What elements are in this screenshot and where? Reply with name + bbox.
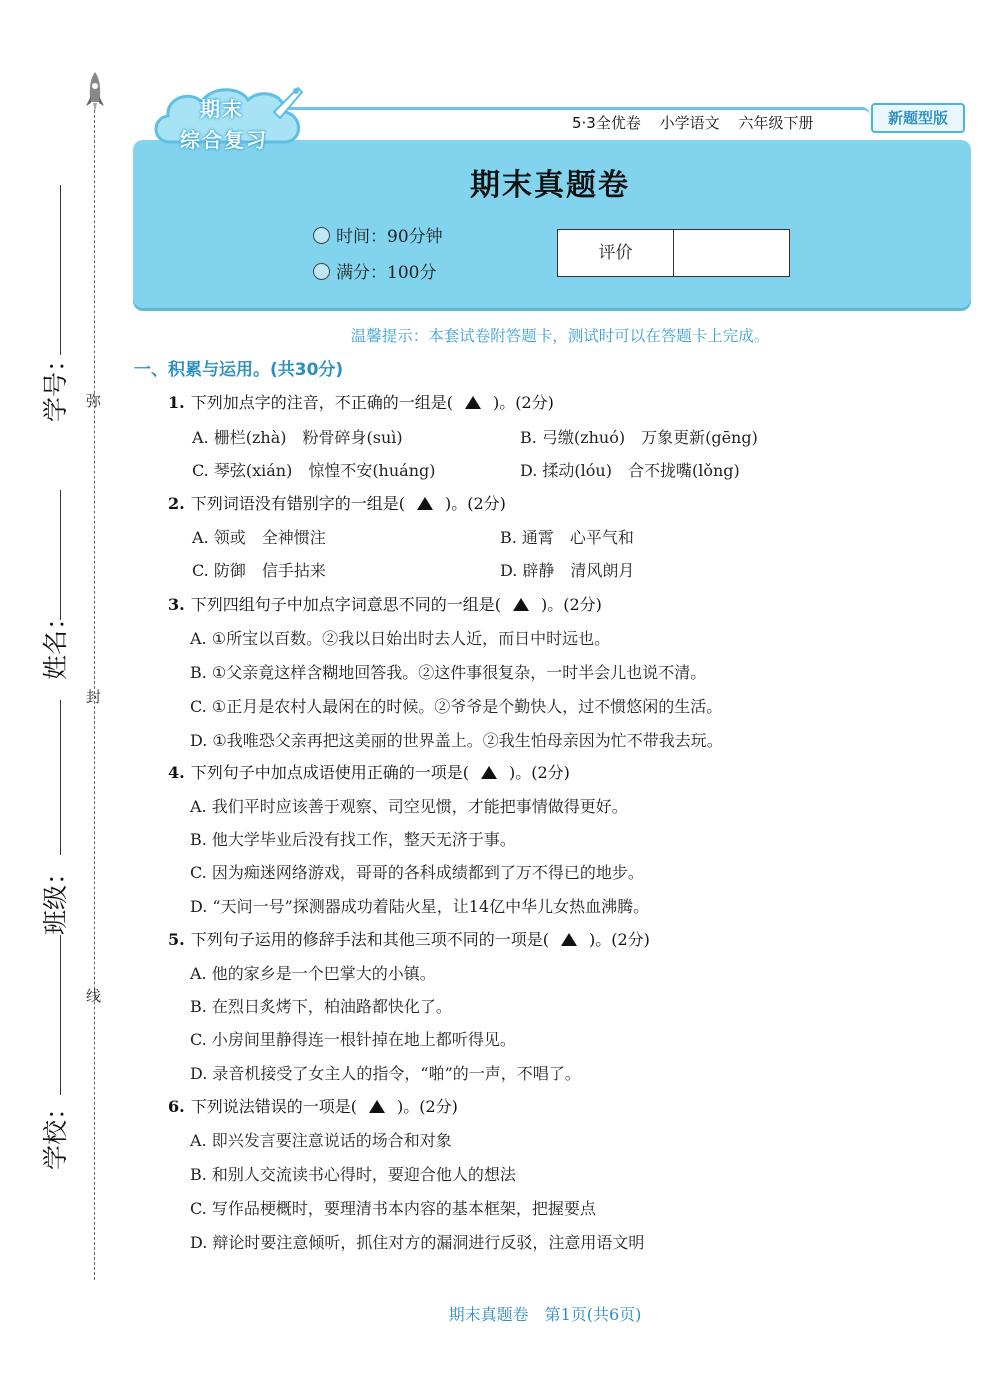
q2-option-c: C. 防御 信手拈来	[192, 561, 326, 580]
answer-triangle-icon[interactable]	[513, 598, 529, 611]
q4-option-c: C. 因为痴迷网络游戏，哥哥的各科成绩都到了万不得已的地步。	[190, 863, 644, 882]
question-1	[168, 390, 554, 413]
question-stem-end: )。(2分)	[508, 763, 570, 782]
q3-option-c: C. ①正月是农村人最闲在的时候。②爷爷是个勤快人，过不惯悠闲的生活。	[190, 697, 723, 716]
question-stem-end: )。(2分)	[540, 595, 602, 614]
page-footer: 期末真题卷 第1页(共6页)	[448, 1305, 642, 1324]
grade-name: 六年级下册	[738, 114, 814, 132]
binding-char-2: 封	[86, 688, 102, 706]
answer-triangle-icon[interactable]	[465, 396, 481, 409]
school-label: 学校：	[41, 1094, 70, 1170]
q1-option-d: D. 揉动(lóu) 合不拢嘴(lǒng)	[520, 461, 740, 480]
question-stem: 下列词语没有错别字的一组是(	[190, 494, 405, 513]
time-text: 时间：90分钟	[336, 227, 443, 247]
evaluation-field[interactable]	[675, 230, 789, 276]
question-stem-end: )。(2分)	[588, 930, 650, 949]
q4-option-a: A. 我们平时应该善于观察、司空见惯，才能把事情做得更好。	[190, 797, 628, 816]
q4-option-b: B. 他大学毕业后没有找工作，整天无济于事。	[190, 830, 516, 849]
binding-char-3: 线	[86, 987, 102, 1005]
subject-name: 小学语文	[659, 114, 720, 132]
badge-line2: 综合复习	[180, 128, 268, 152]
name-label: 姓名：	[41, 604, 70, 680]
full-score-text: 满分：100分	[336, 263, 437, 283]
q1-option-c: C. 琴弦(xián) 惊惶不安(huáng)	[192, 461, 436, 480]
q5-option-a: A. 他的家乡是一个巴掌大的小镇。	[190, 964, 436, 983]
question-stem: 下列加点字的注音，不正确的一组是(	[190, 393, 453, 412]
q3-option-b: B. ①父亲竟这样含糊地回答我。②这件事很复杂，一时半会儿也说不清。	[190, 663, 707, 682]
evaluation-box	[557, 229, 790, 277]
clock-icon	[313, 227, 330, 244]
q5-option-d: D. 录音机接受了女主人的指令，“啪”的一声，不唱了。	[190, 1064, 581, 1083]
question-number: 4.	[168, 763, 185, 782]
question-6	[168, 1094, 458, 1117]
q6-option-b: B. 和别人交流读书心得时，要迎合他人的想法	[190, 1165, 516, 1184]
q6-option-c: C. 写作品梗概时，要理清书本内容的基本框架，把握要点	[190, 1199, 596, 1218]
check-icon	[313, 263, 330, 280]
q3-option-a: A. ①所宝以百数。②我以日始出时去人近，而日中时远也。	[190, 629, 611, 648]
question-4	[168, 760, 570, 783]
answer-triangle-icon[interactable]	[481, 766, 497, 779]
q2-option-b: B. 通霄 心平气和	[500, 528, 634, 547]
student-id-label: 学号：	[41, 346, 70, 422]
section-title: 一、积累与运用。(共30分)	[134, 360, 344, 380]
answer-triangle-icon[interactable]	[417, 497, 433, 510]
series-name: 5·3全优卷	[572, 114, 641, 132]
badge-line1: 期末	[200, 97, 244, 121]
question-3	[168, 592, 602, 615]
question-5	[168, 927, 650, 950]
rocket-icon	[86, 72, 104, 112]
answer-triangle-icon[interactable]	[561, 933, 577, 946]
edition-badge: 新题型版	[871, 103, 965, 133]
evaluation-label: 评价	[558, 230, 674, 276]
question-number: 6.	[168, 1097, 185, 1116]
series-info	[572, 112, 827, 133]
question-stem-end: )。(2分)	[396, 1097, 458, 1116]
class-line[interactable]	[60, 700, 61, 855]
question-stem-end: )。(2分)	[492, 393, 554, 412]
q1-option-b: B. 弓缴(zhuó) 万象更新(gēng)	[520, 428, 758, 447]
q2-option-d: D. 辟静 清风朗月	[500, 561, 635, 580]
time-info	[313, 222, 443, 247]
q6-option-d: D. 辩论时要注意倾听，抓住对方的漏洞进行反驳，注意用语文明	[190, 1233, 645, 1252]
score-info	[313, 258, 436, 283]
q5-option-b: B. 在烈日炙烤下，柏油路都快化了。	[190, 997, 452, 1016]
question-2	[168, 491, 506, 514]
binding-char-1: 弥	[86, 392, 102, 410]
question-stem-end: )。(2分)	[444, 494, 506, 513]
q5-option-c: C. 小房间里静得连一根针掉在地上都听得见。	[190, 1030, 516, 1049]
question-number: 1.	[168, 393, 185, 412]
class-label: 班级：	[41, 859, 70, 935]
question-number: 2.	[168, 494, 185, 513]
q3-option-d: D. ①我唯恐父亲再把这美丽的世界盖上。②我生怕母亲因为忙不带我去玩。	[190, 731, 723, 750]
q6-option-a: A. 即兴发言要注意说话的场合和对象	[190, 1131, 452, 1150]
q2-option-a: A. 领或 全神惯注	[192, 528, 326, 547]
exam-title: 期末真题卷	[470, 168, 630, 203]
name-line[interactable]	[60, 490, 61, 620]
question-stem: 下列四组句子中加点字词意思不同的一组是(	[190, 595, 501, 614]
question-number: 3.	[168, 595, 185, 614]
question-number: 5.	[168, 930, 185, 949]
school-line[interactable]	[60, 935, 61, 1095]
warm-tip: 温馨提示：本套试卷附答题卡，测试时可以在答题卡上完成。	[350, 327, 770, 345]
question-stem: 下列说法错误的一项是(	[190, 1097, 357, 1116]
question-stem: 下列句子运用的修辞手法和其他三项不同的一项是(	[190, 930, 549, 949]
q4-option-d: D. “天问一号”探测器成功着陆火星，让14亿中华儿女热血沸腾。	[190, 897, 650, 916]
question-stem: 下列句子中加点成语使用正确的一项是(	[190, 763, 469, 782]
q1-option-a: A. 栅栏(zhà) 粉骨碎身(suì)	[192, 428, 403, 447]
answer-triangle-icon[interactable]	[369, 1100, 385, 1113]
